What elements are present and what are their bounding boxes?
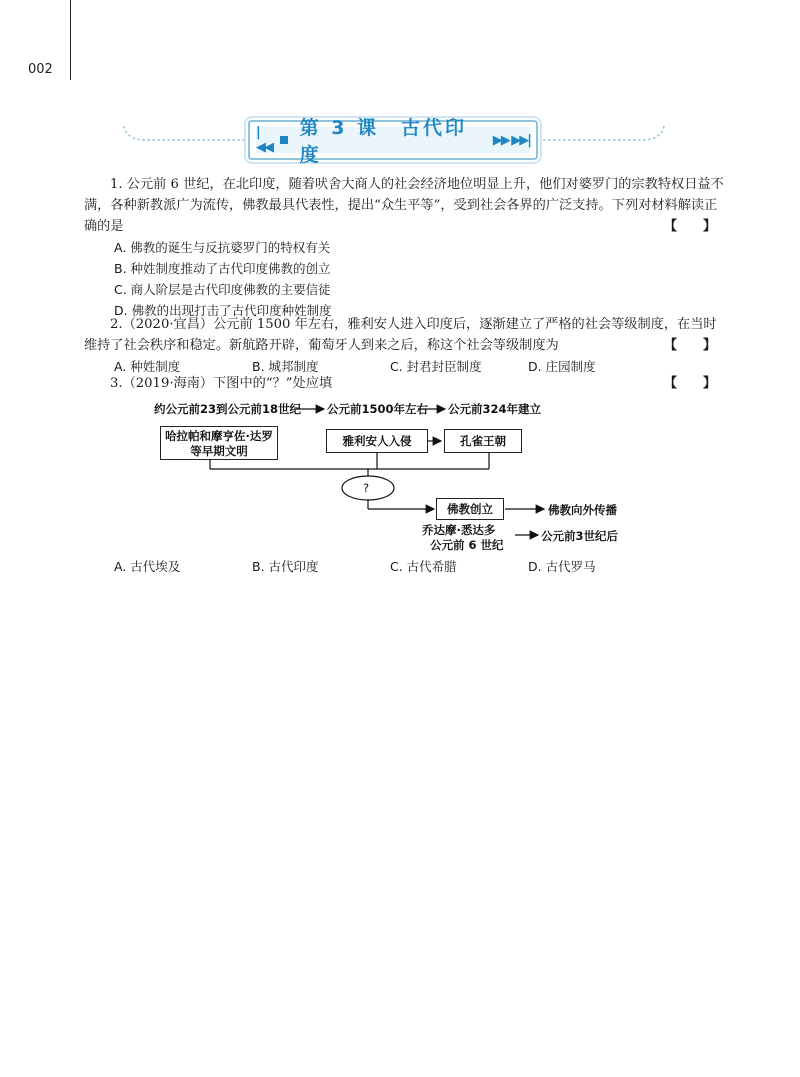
timeline-label-aryan: 公元前1500年左右 [327,402,429,416]
question-2 [84,314,724,377]
box-maurya-dynasty: 孔雀王朝 [444,429,522,453]
option-c: C. 封君封臣制度 [390,359,482,374]
square-bullet-icon [280,136,288,144]
option-b: B. 城邦制度 [252,359,319,374]
box-harappa-line-1: 哈拉帕和摩亨佐·达罗 [165,429,273,443]
timeline-label-early: 约公元前23到公元前18世纪 [154,402,302,416]
box-harappa-line-2: 等早期文明 [190,444,248,458]
question-1-stem: 1. 公元前 6 世纪，在北印度，随着吠舍大商人的社会经济地位明显上升，他们对婆罗门的宗教特权日益不满，各种新教派广为流传，佛教最具代表性，提出“众生平等”，受到社会各界的广泛支持。下列对材料解读正确的是 [84,177,724,234]
answer-bracket: 【 】 [663,219,716,234]
question-2-stem: 2.（2020·宜昌）公元前 1500 年左右，雅利安人进入印度后，逐渐建立了严格的社会等级制度，在当时维持了社会秩序和稳定。新航路开辟，葡萄牙人到来之后，称这个社会等级制度为 [84,317,717,353]
lesson-title-box [248,117,538,166]
answer-bracket: 【 】 [663,338,716,353]
option-c: C. 商人阶层是古代印度佛教的主要信徒 [114,282,331,297]
option-b: B. 古代印度 [252,559,319,574]
option-d: D. 庄园制度 [528,359,596,374]
option-a: A. 古代埃及 [114,559,181,574]
lesson-title: 第 3 课 古代印度 [299,117,468,166]
option-b: B. 种姓制度推动了古代印度佛教的创立 [114,261,331,276]
question-3 [84,373,724,394]
option-d: D. 古代罗马 [528,559,596,574]
fast-forward-icon: ▶▶ ▶▶| [492,132,530,148]
spread-date-label: 公元前3世纪后 [541,529,619,543]
question-3-stem: 3.（2019·海南）下图中的“？”处应填 [110,376,333,391]
margin-rule [70,0,71,80]
founder-date-label: 公元前 6 世纪 [430,538,504,552]
rewind-icon: |◀◀ [256,125,272,155]
option-a: A. 种姓制度 [114,359,181,374]
unknown-civilization-mark: ? [363,481,370,495]
option-a: A. 佛教的诞生与反抗婆罗门的特权有关 [114,240,331,255]
question-3-options-block [84,556,724,577]
box-buddhism-founded: 佛教创立 [436,498,504,520]
option-d: D. 佛教的出现打击了古代印度种姓制度 [114,303,332,318]
page-number: 002 [28,62,53,77]
option-c: C. 古代希腊 [390,559,457,574]
timeline-label-maurya: 公元前324年建立 [448,402,542,416]
founder-label: 乔达摩·悉达多 [422,523,496,537]
history-flow-diagram [150,395,670,555]
question-3-options [84,556,724,577]
answer-bracket: 【 】 [663,376,716,391]
box-aryan-invasion: 雅利安人入侵 [326,429,428,453]
buddhism-spread-label: 佛教向外传播 [548,503,617,517]
box-harappa [160,426,278,460]
question-1 [84,174,724,321]
